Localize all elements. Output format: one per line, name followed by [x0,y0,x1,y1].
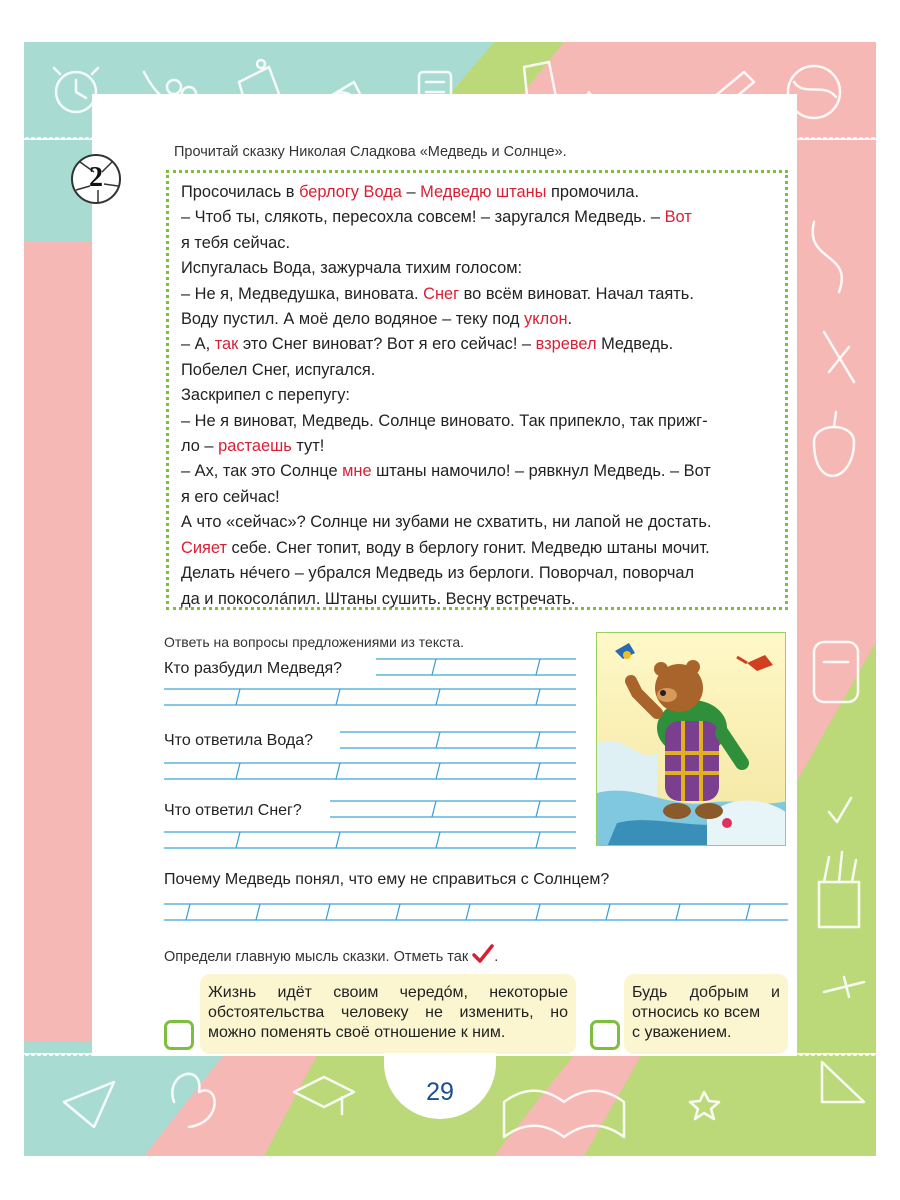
highlighted-word: взревел [535,335,597,354]
task-instruction: Прочитай сказку Николая Сладкова «Медведь и Солнце». [174,144,567,160]
story-text: я тебя сейчас. [181,233,291,252]
task-number: 2 [89,162,103,193]
option-2-line-2: относись ко всем [632,1004,761,1021]
story-text: . [567,310,573,329]
story-text-box [166,170,788,610]
story-text: себе. Снег топит, воду в берлогу гонит. Медведю штаны мочит. [226,538,710,557]
question-2: Что ответила Вода? [164,732,314,749]
highlighted-word: Медведю штаны [420,183,547,201]
page-number: 29 [426,1078,454,1106]
story-line [181,231,773,256]
main-idea-instruction-end: . [494,949,499,965]
question-1: Кто разбудил Медведя? [164,660,343,677]
story-line [181,536,773,561]
story-text: Делать нéчего – убрался Медведь из берлоги. Поворчал, поворчал [181,564,695,583]
story-line [181,510,773,535]
story-text: Просочилась в [181,183,300,201]
story-line [181,332,773,357]
story-text: – Ах, так это Солнце [181,462,343,481]
story-text: Испугалась Вода, зажурчала тихим голосом: [181,259,523,278]
story-text: Заскрипел с перепугу: [181,386,350,405]
option-2-card [624,974,788,1054]
story-text: я его сейчас! [181,487,280,506]
highlighted-word: растаешь [218,437,292,456]
story-line [181,180,773,205]
story-line [181,282,773,307]
option-1-checkbox[interactable] [164,1020,194,1050]
questions-instruction: Ответь на вопросы предложениями из текста. [164,634,465,650]
highlighted-word: Сияет [181,538,227,557]
story-line [181,485,773,510]
story-line [181,383,773,408]
story-text: да и покосолáпил. Штаны сушить. Весну встречать. [181,589,576,608]
question-3: Что ответил Снег? [164,802,302,819]
option-1-line-1: Жизнь идёт своим чередóм, некоторые [208,984,568,1001]
story-line [181,256,773,281]
story-line [181,459,773,484]
story-text: Медведь. [596,335,674,354]
story-line [181,205,773,230]
story-text: Воду пустил. А моё дело водяное – теку под [181,310,525,329]
option-2-line-3: с уважением. [632,1024,732,1041]
option-1-line-3: можно поменять своё отношение к ним. [208,1024,506,1041]
story-text: ло – [181,437,219,456]
story-line [181,307,773,332]
highlighted-word: Вот [664,208,692,227]
story-text: – А, [181,335,215,354]
highlighted-word: мне [342,462,372,481]
option-1-line-2: обстоятельства человеку не изменить, но [208,1004,568,1021]
highlighted-word: Снег [423,284,460,303]
highlighted-word: уклон [524,310,568,329]
checkmark-icon [472,944,494,964]
option-2-checkbox[interactable] [590,1020,620,1050]
story-line [181,358,773,383]
highlighted-word: берлогу Вода [299,183,402,201]
highlighted-word: так [214,335,239,354]
story-line [181,409,773,434]
story-text: промочила. [546,183,640,201]
story-text: – Не я виноват, Медведь. Солнце виновато. Так припекло, так прижг- [181,411,708,430]
option-2-line-1: Будь добрым и [632,984,780,1001]
option-1-card [200,974,576,1054]
story-line [181,587,773,612]
story-text: А что «сейчас»? Солнце ни зубами не схватить, ни лапой не достать. [181,513,712,532]
main-idea-instruction-text: Определи главную мысль сказки. Отметь так [164,949,469,965]
story-line [181,561,773,586]
story-text: это Снег виноват? Вот я его сейчас! – [238,335,536,354]
bear-picture [597,633,786,846]
story-line [181,434,773,459]
main-idea-instruction [164,944,498,966]
story-text: – Не я, Медведушка, виновата. [181,284,424,303]
question-4: Почему Медведь понял, что ему не справиться с Солнцем? [164,871,610,888]
bear-illustration [596,632,786,846]
story-text: – [401,183,421,201]
story-text: тут! [291,437,325,456]
story-text: – Чтоб ты, слякоть, пересохла совсем! – заругался Медведь. – [181,208,665,227]
task-number-badge [70,148,122,210]
story-text: штаны намочило! – рявкнул Медведь. – Вот [371,462,711,481]
story-text: во всём виноват. Начал таять. [459,284,694,303]
story-text: Побелел Снег, испугался. [181,360,376,379]
